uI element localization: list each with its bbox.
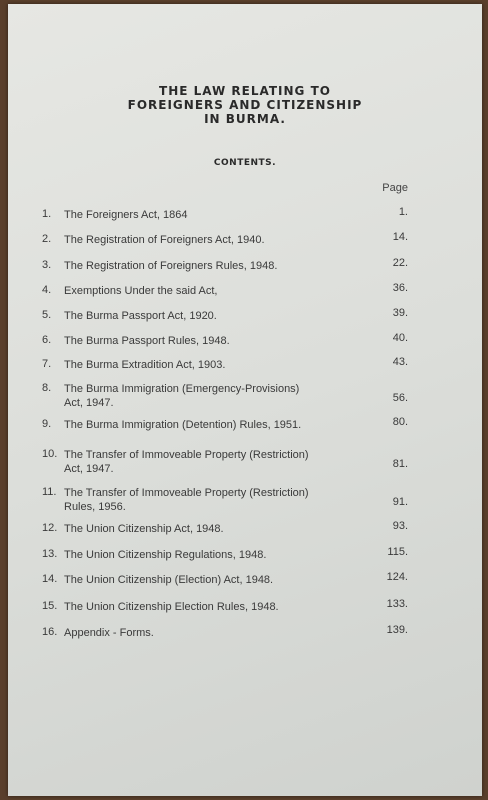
toc-entry-page: 115. (387, 546, 408, 558)
toc-entry-title (64, 284, 376, 298)
toc-entry-page: 124. (386, 571, 408, 583)
title-line-2: FOREIGNERS AND CITIZENSHIP (127, 98, 363, 112)
toc-entry-page: 81. (392, 458, 408, 470)
toc-entry-title-line: Act, 1947. (64, 463, 114, 475)
toc-entry-title (64, 309, 376, 323)
toc-entry-title-line: The Union Citizenship (Election) Act, 1948. (64, 574, 274, 586)
toc-entry-title (64, 382, 376, 410)
toc-entry-number: 12. (42, 522, 58, 534)
toc-entry-page: 39. (392, 307, 408, 319)
toc-entry-title-line: The Burma Immigration (Detention) Rules, 1951. (64, 419, 302, 431)
toc-entry-title (64, 418, 376, 432)
toc-entry-title (64, 208, 376, 222)
toc-entry-number: 15. (42, 600, 58, 612)
toc-entry-title-line: The Registration of Foreigners Rules, 1948. (64, 260, 278, 272)
toc-entry-title (64, 600, 376, 614)
toc-entry-title-line: The Burma Immigration (Emergency-Provisions) (64, 383, 300, 395)
toc-entry-number: 11. (42, 486, 57, 498)
toc-entry-title (64, 448, 376, 476)
toc-entry-title (64, 486, 376, 514)
toc-entry-number: 2. (42, 233, 52, 245)
toc-entry-page: 14. (392, 231, 408, 243)
toc-entry-number: 6. (42, 334, 52, 346)
toc-entry-title-line: The Registration of Foreigners Act, 1940. (64, 234, 265, 246)
toc-entry-title-line: Appendix - Forms. (64, 627, 154, 639)
toc-entry-title-line: Rules, 1956. (64, 501, 126, 513)
toc-entry-title-line: The Foreigners Act, 1864 (64, 209, 188, 221)
toc-entry-title (64, 626, 376, 640)
toc-entry-number: 5. (42, 309, 52, 321)
toc-entry-page: 43. (392, 356, 408, 368)
toc-entry-number: 13. (42, 548, 58, 560)
toc-entry-title-line: The Union Citizenship Act, 1948. (64, 523, 224, 535)
toc-entry-title-line: The Transfer of Immoveable Property (Restriction) (64, 449, 309, 461)
toc-entry-title-line: Exemptions Under the said Act, (64, 285, 218, 297)
toc-entry-title (64, 259, 376, 273)
toc-entry-page: 133. (386, 598, 408, 610)
toc-entry-title (64, 358, 376, 372)
toc-entry-title-line: The Burma Passport Act, 1920. (64, 310, 217, 322)
toc-entry-title (64, 522, 376, 536)
title-line-3: IN BURMA. (204, 112, 286, 126)
toc-entry-title (64, 548, 376, 562)
toc-entry-number: 16. (42, 626, 58, 638)
toc-entry-title (64, 233, 376, 247)
toc-entry-number: 10. (42, 448, 58, 460)
page-column-header: Page (382, 182, 408, 194)
toc-entry-title (64, 573, 376, 587)
toc-entry-title-line: The Union Citizenship Election Rules, 1948. (64, 601, 279, 613)
toc-entry-page: 56. (392, 392, 408, 404)
toc-entry-page: 139. (386, 624, 408, 636)
toc-entry-page: 36. (392, 282, 408, 294)
toc-entry-page: 40. (392, 332, 408, 344)
toc-entry-title-line: The Burma Passport Rules, 1948. (64, 335, 230, 347)
toc-entry-page: 80. (392, 416, 408, 428)
toc-entry-number: 9. (42, 418, 52, 430)
toc-entry-number: 14. (42, 573, 58, 585)
toc-entry-page: 1. (398, 206, 408, 218)
toc-entry-number: 7. (42, 358, 52, 370)
toc-entry-title-line: Act, 1947. (64, 397, 114, 409)
toc-entry-title-line: The Transfer of Immoveable Property (Restriction) (64, 487, 309, 499)
toc-entry-number: 3. (42, 259, 52, 271)
contents-heading: CONTENTS. (213, 158, 277, 168)
toc-entry-title (64, 334, 376, 348)
toc-entry-number: 4. (42, 284, 52, 296)
document-page (8, 4, 482, 796)
table-of-contents (8, 4, 482, 796)
title-line-1: THE LAW RELATING TO (159, 84, 331, 98)
toc-entry-page: 93. (392, 520, 408, 532)
toc-entry-page: 22. (392, 257, 408, 269)
toc-entry-number: 8. (42, 382, 52, 394)
toc-entry-title-line: The Burma Extradition Act, 1903. (64, 359, 226, 371)
toc-entry-page: 91. (392, 496, 408, 508)
toc-entry-title-line: The Union Citizenship Regulations, 1948. (64, 549, 267, 561)
toc-entry-number: 1. (42, 208, 52, 220)
